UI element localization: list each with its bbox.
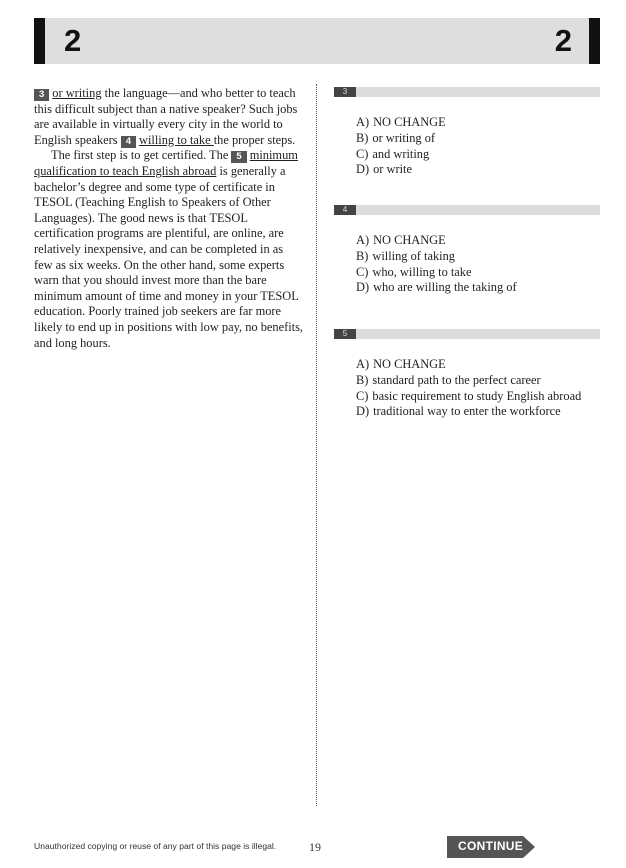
choice-letter: B) — [356, 372, 369, 387]
header-left-edge — [34, 18, 45, 64]
choice-b[interactable] — [356, 249, 600, 265]
copyright-notice: Unauthorized copying or reuse of any part of this page is illegal. — [34, 841, 277, 851]
continue-label: CONTINUE — [458, 839, 524, 853]
passage-text: The first step is to get certified. The — [51, 148, 232, 163]
question-marker-3[interactable]: 3 — [34, 89, 49, 101]
choice-letter: B) — [356, 130, 369, 145]
question-bar — [334, 87, 600, 97]
choice-c[interactable] — [356, 389, 600, 405]
choice-text: NO CHANGE — [373, 357, 446, 371]
choice-b[interactable] — [356, 373, 600, 389]
answer-choices — [356, 115, 600, 178]
answer-choices — [356, 233, 600, 296]
choice-d[interactable] — [356, 280, 600, 296]
section-number-right: 2 — [554, 23, 572, 58]
choice-a[interactable] — [356, 357, 600, 373]
choice-text: and writing — [372, 146, 430, 161]
choice-text: NO CHANGE — [373, 115, 446, 129]
choice-c[interactable] — [356, 147, 600, 163]
question-number: 3 — [334, 87, 356, 97]
question-block-4 — [334, 205, 600, 296]
passage-text: the proper steps. — [213, 132, 296, 147]
choice-letter: D) — [356, 162, 370, 177]
question-number: 5 — [334, 329, 356, 339]
choice-a[interactable] — [356, 115, 600, 131]
choice-text: or writing of — [372, 130, 436, 145]
underlined-phrase-5: minimum qualification to teach English abroad — [34, 148, 298, 178]
underlined-phrase-4: willing to take — [139, 132, 214, 147]
choice-b[interactable] — [356, 131, 600, 147]
question-marker-4[interactable]: 4 — [121, 136, 136, 148]
choice-text: NO CHANGE — [373, 233, 446, 247]
answer-choices — [356, 357, 600, 420]
choice-a[interactable] — [356, 233, 600, 249]
passage-text: is generally a bachelor’s degree and some type of certificate in TESOL (Teaching English to Speakers of Other Languages). The good news is that TESOL certification programs are plentiful, are online, are relatively inexpensive, and can be completed in as few as six weeks. On the other hand, some experts warn that you should invest more than the bare minimum amount of time and money in your TESOL education. Poorly trained job seekers are far more likely to end up in positions with low pay, no benefits, and long hours. — [34, 163, 304, 350]
choice-d[interactable] — [356, 162, 600, 178]
question-marker-5[interactable]: 5 — [231, 151, 246, 163]
section-header — [34, 18, 600, 64]
question-number: 4 — [334, 205, 356, 215]
choice-letter: C) — [356, 264, 369, 279]
question-block-3 — [334, 87, 600, 178]
page-number: 19 — [309, 840, 321, 854]
section-number-left: 2 — [64, 23, 82, 58]
passage-paragraph-2 — [34, 148, 304, 351]
question-bar — [334, 329, 600, 339]
continue-button[interactable] — [447, 836, 535, 858]
choice-c[interactable] — [356, 265, 600, 281]
choice-letter: A) — [356, 233, 370, 247]
choice-letter: D) — [356, 280, 370, 295]
choice-text: traditional way to enter the workforce — [373, 404, 561, 419]
column-divider — [316, 84, 317, 806]
choice-letter: A) — [356, 115, 370, 129]
passage-text: the language—and who better to teach this difficult subject than a native speaker? Such jobs are available in virtually every city in the world to English speakers — [34, 86, 298, 147]
header-right-edge — [589, 18, 600, 64]
choice-letter: C) — [356, 146, 369, 161]
choice-letter: D) — [356, 404, 370, 419]
choice-letter: A) — [356, 357, 370, 371]
reading-passage — [34, 86, 304, 351]
underlined-phrase-3: or writing — [52, 86, 102, 100]
choice-text: willing of taking — [372, 248, 455, 263]
question-bar — [334, 205, 600, 215]
choice-letter: C) — [356, 388, 369, 403]
choice-d[interactable] — [356, 404, 600, 420]
question-block-5 — [334, 329, 600, 420]
choice-text: who, willing to take — [372, 264, 472, 279]
choice-text: standard path to the perfect career — [372, 372, 541, 387]
choice-text: or write — [373, 162, 412, 177]
passage-paragraph-1 — [34, 86, 304, 148]
choice-letter: B) — [356, 248, 369, 263]
choice-text: who are willing the taking of — [373, 280, 517, 295]
choice-text: basic requirement to study English abroad — [372, 388, 582, 403]
